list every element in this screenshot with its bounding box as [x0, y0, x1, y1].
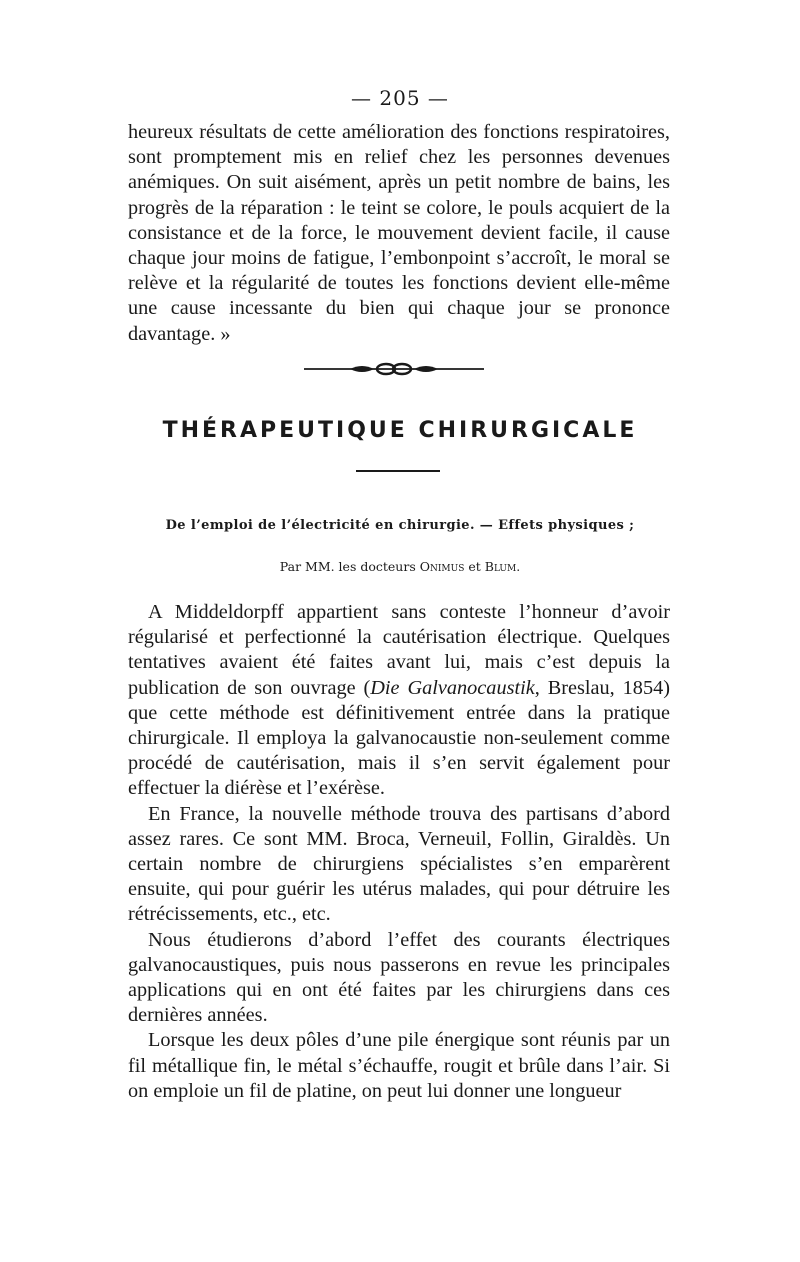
intro-paragraph: heureux résultats de cette amélioration des fonctions respiratoires, sont promptement mis en relief chez les personnes devenues anémiques. On suit aisément, après un petit nombre de bains, les progrès de la réparation : le teint se colore, le pouls acquiert de la consistance et de la force, le mouvement devient facile, il cause chaque jour moins de fatigue, l’embonpoint s’accroît, le moral se relève et la régularité de toutes les fonctions devient elle-même une cause incessante du bien qui chaque jour se prononce davantage. »	[128, 121, 670, 345]
title-underline	[356, 470, 440, 472]
paragraph-1-before: A Middeldorpff appartient sans conteste l’honneur d’avoir régularisé et perfectionné la cautérisation électrique. Quelques tentatives avaient été faites avant lui, mais c’est depuis la publication de son ouvrage (	[128, 601, 670, 699]
section-divider-ornament-icon	[300, 358, 488, 380]
byline-conjunction: et	[468, 559, 481, 574]
article-heading: De l’emploi de l’électricité en chirurgie. — Effets physiques ;	[165, 518, 635, 533]
section-title: THÉRAPEUTIQUE CHIRURGICALE	[162, 418, 638, 443]
byline-prefix: Par MM. les docteurs	[279, 559, 416, 574]
intro-paragraph-block	[128, 120, 670, 347]
byline	[0, 559, 800, 574]
article-body	[128, 600, 670, 1104]
page-number: — 205 —	[351, 86, 449, 110]
paragraph-2: En France, la nouvelle méthode trouva des partisans d’abord assez rares. Ce sont MM. Broca, Verneuil, Follin, Giraldès. Un certain nombre de chirurgiens spécialistes s’en emparèrent ensuite, qui pour guérir les utérus malades, qui pour détruire les rétrécissements, etc., etc.	[128, 802, 670, 926]
paragraph-3: Nous étudierons d’abord l’effet des courants électriques galvanocaustiques, puis nous passerons en revue les principales applications qui en ont été faites par les chirurgiens dans ces dernières années.	[128, 928, 670, 1027]
author-onimus: Onimus	[419, 559, 465, 574]
paragraph-1	[128, 600, 670, 802]
paragraph-4: Lorsque les deux pôles d’une pile énergique sont réunis par un fil métallique fin, le métal s’échauffe, rougit et brûle dans l’air. Si on emploie un fil de platine, on peut lui donner une longueur	[128, 1029, 670, 1102]
paragraph-1-after: , Breslau, 1854) que cette méthode est définitivement entrée dans la pratique chirurgicale. Il employa la galvanocaustie non-seulement comme procédé de cautérisation, mais il s’en servit également pour effectuer la diérèse et l’exérèse.	[128, 676, 670, 800]
book-title: Die Galvanocaustik	[370, 676, 535, 699]
author-blum: Blum.	[484, 559, 521, 574]
